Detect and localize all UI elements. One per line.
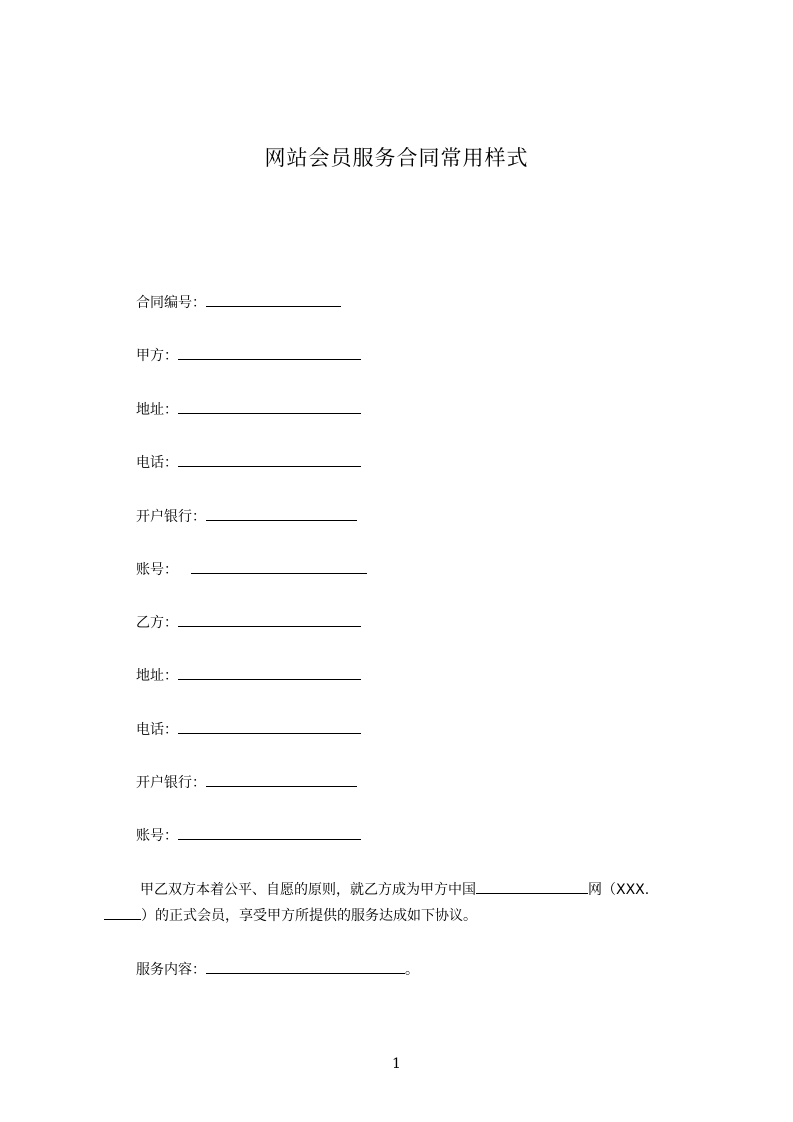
- agreement-text: 甲乙双方本着公平、自愿的原则，就乙方成为甲方中国: [140, 882, 476, 898]
- field-label: 电话：: [136, 455, 178, 471]
- agreement-paragraph-line2: [104, 904, 477, 926]
- blank-line[interactable]: [178, 344, 361, 360]
- document-title: 网站会员服务合同常用样式: [264, 146, 529, 170]
- party-a-address-field: [136, 398, 361, 420]
- contract-number-field: [136, 291, 341, 313]
- party-b-account-field: [136, 824, 361, 846]
- blank-line[interactable]: [104, 904, 141, 920]
- agreement-paragraph-line1: [140, 878, 649, 900]
- agreement-text: ）的正式会员，享受甲方所提供的服务达成如下协议。: [141, 908, 477, 924]
- field-label: 地址：: [136, 402, 178, 418]
- field-label: 服务内容：: [136, 962, 206, 978]
- field-label: 甲方：: [136, 348, 178, 364]
- blank-line[interactable]: [191, 558, 367, 574]
- field-label: 账号：: [136, 828, 178, 844]
- field-label: 乙方：: [136, 615, 178, 631]
- service-content-field: [136, 958, 419, 980]
- blank-line[interactable]: [178, 398, 361, 414]
- blank-line[interactable]: [206, 771, 357, 787]
- party-b-field: [136, 611, 361, 633]
- blank-line[interactable]: [178, 451, 361, 467]
- blank-line[interactable]: [206, 291, 341, 307]
- party-b-address-field: [136, 664, 361, 686]
- blank-line[interactable]: [178, 664, 361, 680]
- blank-line[interactable]: [206, 958, 405, 974]
- party-b-bank-field: [136, 771, 357, 793]
- blank-line[interactable]: [206, 505, 357, 521]
- party-a-phone-field: [136, 451, 361, 473]
- blank-line[interactable]: [178, 824, 361, 840]
- party-a-bank-field: [136, 505, 357, 527]
- party-a-field: [136, 344, 361, 366]
- blank-line[interactable]: [178, 718, 361, 734]
- period-mark: 。: [405, 962, 419, 978]
- field-label: 账号：: [136, 562, 178, 578]
- party-a-account-field: [136, 558, 367, 580]
- field-label: 开户银行：: [136, 775, 206, 791]
- field-label: 合同编号：: [136, 295, 206, 311]
- field-label: 地址：: [136, 668, 178, 684]
- field-label: 电话：: [136, 722, 178, 738]
- agreement-text: 网（XXX.: [588, 882, 650, 898]
- blank-line[interactable]: [178, 611, 361, 627]
- field-label: 开户银行：: [136, 509, 206, 525]
- party-b-phone-field: [136, 718, 361, 740]
- blank-line[interactable]: [476, 878, 588, 894]
- page-number: 1: [392, 1056, 401, 1072]
